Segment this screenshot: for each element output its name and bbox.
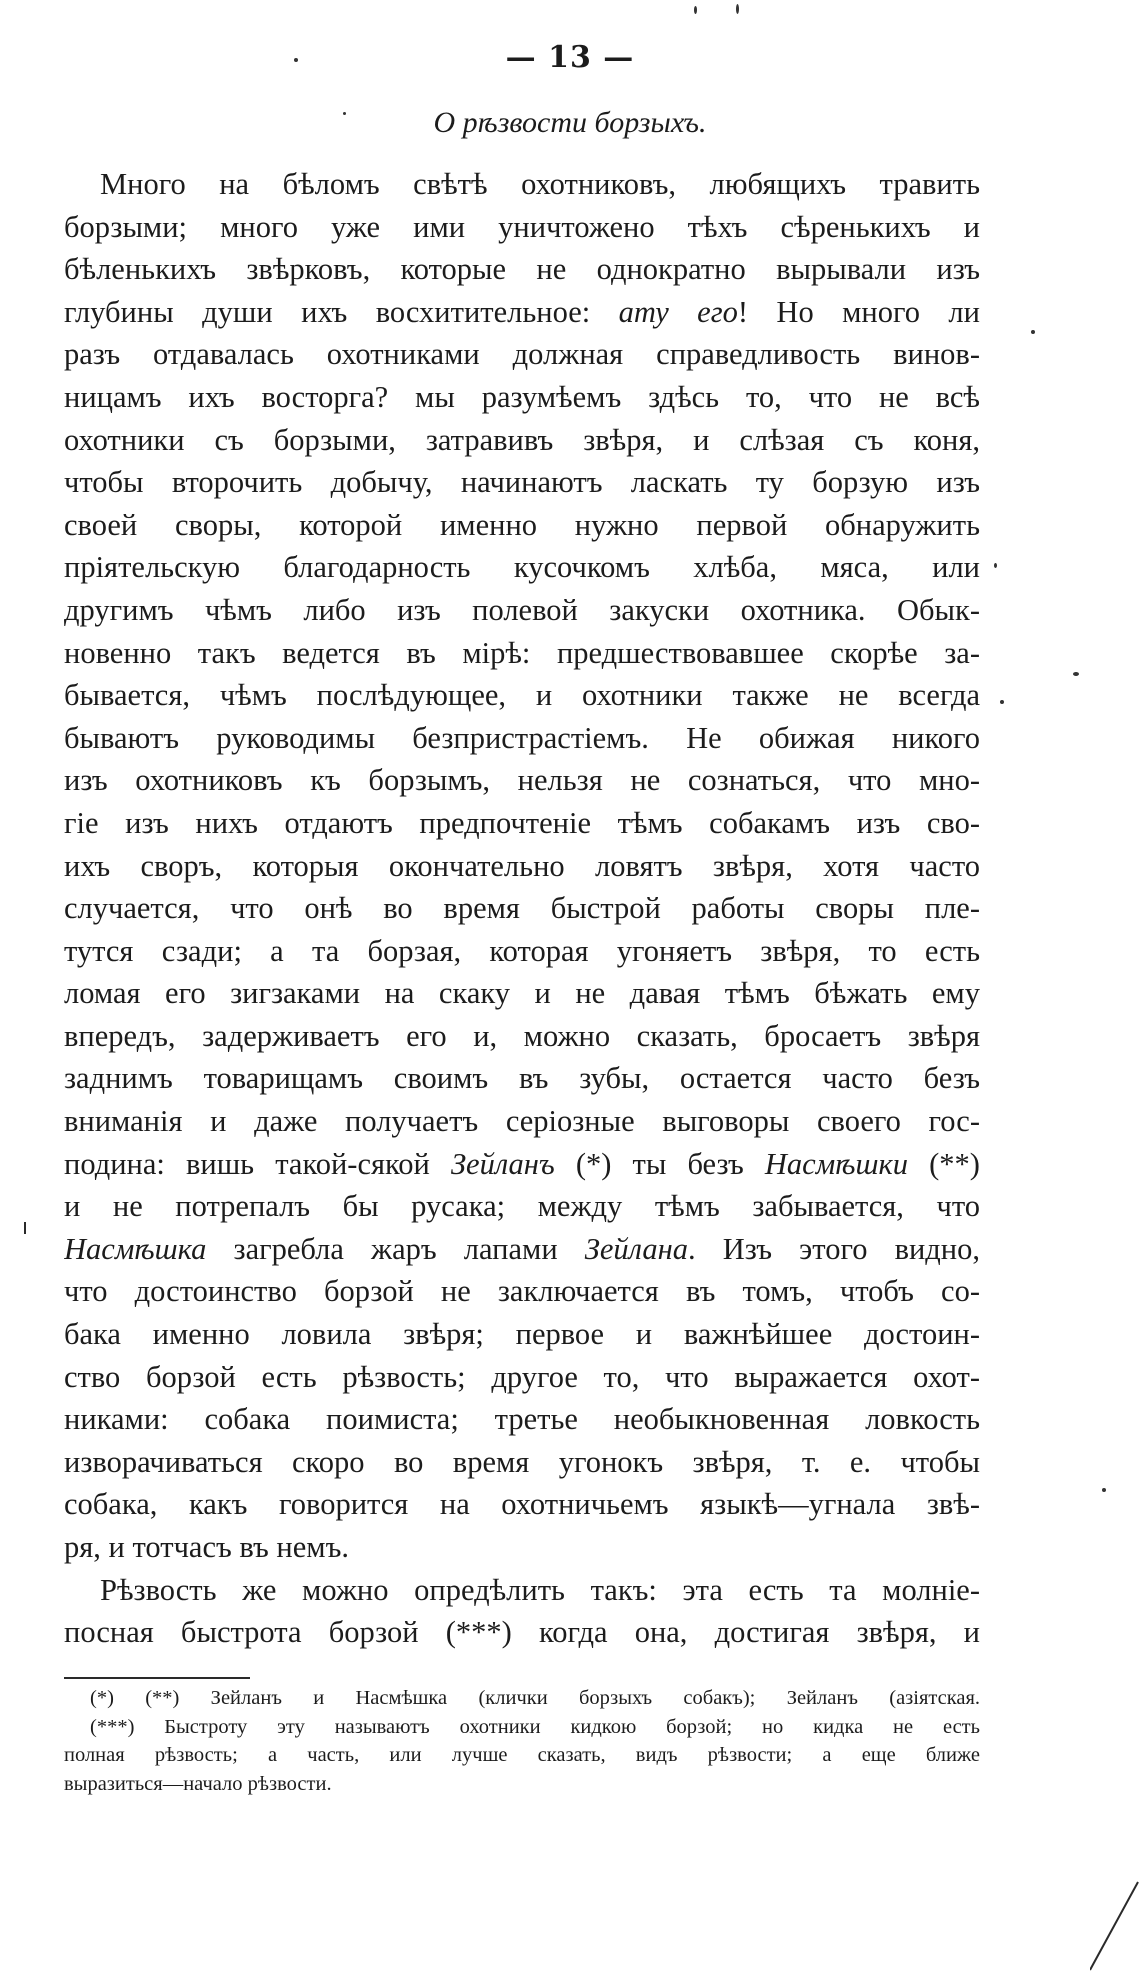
italic-phrase: ату его	[618, 294, 738, 329]
page-number: — 13 —	[505, 40, 635, 75]
scan-speck	[994, 563, 997, 568]
text-line: бываютъ руководимы безпристрастіемъ. Не обижая никого	[64, 720, 980, 755]
scan-speck	[1031, 330, 1035, 334]
text-line: посная быстрота борзой (***) когда она, достигая звѣря, и	[64, 1615, 980, 1650]
text-line: ря, и тотчасъ въ немъ.	[64, 1530, 349, 1564]
body-text	[64, 163, 980, 1654]
text-line: ницамъ ихъ восторга? мы разумѣемъ здѣсь то, что не всѣ	[64, 379, 980, 414]
scan-speck	[1000, 700, 1004, 704]
text-line: борзыми; много уже ими уничтожено тѣхъ сѣренькихъ и	[64, 209, 980, 244]
italic-name: Насмѣшка	[64, 1231, 207, 1266]
text-line: Насмѣшка загребла жаръ лапами Зейлана. Изъ этого видно,	[64, 1231, 980, 1266]
scan-speck	[294, 58, 298, 62]
text-line: гіе изъ нихъ отдаютъ предпочтеніе тѣмъ собакамъ изъ сво-	[64, 805, 980, 840]
footnote-divider	[64, 1677, 250, 1679]
text-line: тутся сзади; а та борзая, которая угоняетъ звѣря, то есть	[64, 933, 980, 968]
scan-speck	[736, 4, 739, 14]
text-line: изъ охотниковъ къ борзымъ, нельзя не сознаться, что мно-	[64, 763, 980, 798]
text-line: Рѣзвость же можно опредѣлить такъ: эта есть та молніе-	[100, 1572, 980, 1607]
text-line: охотники съ борзыми, затравивъ звѣря, и слѣзая съ коня,	[64, 422, 980, 457]
footnote-line: полная рѣзвость; а часть, или лучше сказать, видъ рѣзвости; а еще ближе	[64, 1744, 980, 1766]
italic-name: Зейланъ	[450, 1146, 555, 1181]
footnotes	[64, 1684, 980, 1798]
text-line: глубины души ихъ восхитительное: ату его! Но много ли	[64, 294, 980, 329]
text-line: собака, какъ говорится на охотничьемъ языкѣ—угнала звѣ-	[64, 1487, 980, 1522]
text-line: вниманія и даже получаетъ серіозные выговоры своего гос-	[64, 1104, 980, 1139]
italic-name: Зейлана	[584, 1231, 688, 1266]
text-line: заднимъ товарищамъ своимъ въ зубы, остается часто безъ	[64, 1061, 980, 1096]
text-line: что достоинство борзой не заключается въ томъ, чтобъ со-	[64, 1274, 980, 1309]
text-line: ломая его зигзаками на скаку и не давая тѣмъ бѣжать ему	[64, 976, 980, 1011]
footnote-line: (***) Быстроту эту называютъ охотники кидкою борзой; но кидка не есть	[90, 1715, 980, 1738]
text-line: Много на бѣломъ свѣтѣ охотниковъ, любящихъ травить	[100, 167, 980, 201]
text-line: подина: вишь такой-сякой Зейланъ (*) ты безъ Насмѣшки (**)	[64, 1146, 980, 1181]
margin-stroke	[1090, 1880, 1140, 1973]
footnote-line: (*) (**) Зейланъ и Насмѣшка (клички борзыхъ собакъ); Зейланъ (азіятская.	[90, 1687, 980, 1709]
text-line: бѣленькихъ звѣрковъ, которые не однократно вырывали изъ	[64, 252, 980, 287]
scan-edge-mark	[24, 1222, 26, 1234]
text-line: ихъ своръ, которыя окончательно ловятъ звѣря, хотя часто	[64, 848, 980, 883]
italic-name: Насмѣшки	[764, 1146, 909, 1181]
text-line: другимъ чѣмъ либо изъ полевой закуски охотника. Обык-	[64, 592, 980, 627]
section-heading: О рѣзвости борзыхъ.	[433, 106, 707, 139]
text-line: бака именно ловила звѣря; первое и важнѣйшее достоин-	[64, 1317, 980, 1352]
text-line: бывается, чѣмъ послѣдующее, и охотники также не всегда	[64, 678, 980, 713]
footnote-line: выразиться—начало рѣзвости.	[64, 1772, 332, 1795]
text-line: ство борзой есть рѣзвость; другое то, что выражается охот-	[64, 1359, 980, 1394]
text-line: пріятельскую благодарность кусочкомъ хлѣба, мяса, или	[64, 550, 980, 585]
scan-speck	[1073, 672, 1079, 676]
text-line: случается, что онѣ во время быстрой работы своры пле-	[64, 891, 980, 926]
scan-speck	[694, 6, 697, 14]
text-line: впередъ, задерживаетъ его и, можно сказать, бросаетъ звѣря	[64, 1018, 980, 1053]
text-line: и не потрепалъ бы русака; между тѣмъ забывается, что	[64, 1189, 980, 1224]
text-line: изворачиваться скоро во время угонокъ звѣря, т. е. чтобы	[64, 1444, 980, 1479]
text-line: разъ отдавалась охотниками должная справедливость винов-	[64, 337, 980, 372]
text-line: никами: собака поимиста; третье необыкновенная ловкость	[64, 1402, 980, 1437]
scan-speck	[1102, 1488, 1106, 1492]
text-line: чтобы второчить добычу, начинаютъ ласкать ту борзую изъ	[64, 465, 980, 500]
text-line: своей своры, которой именно нужно первой обнаружить	[64, 507, 980, 542]
text-line: новенно такъ ведется въ мірѣ: предшествовавшее скорѣе за-	[64, 635, 980, 670]
scan-speck	[343, 112, 346, 115]
